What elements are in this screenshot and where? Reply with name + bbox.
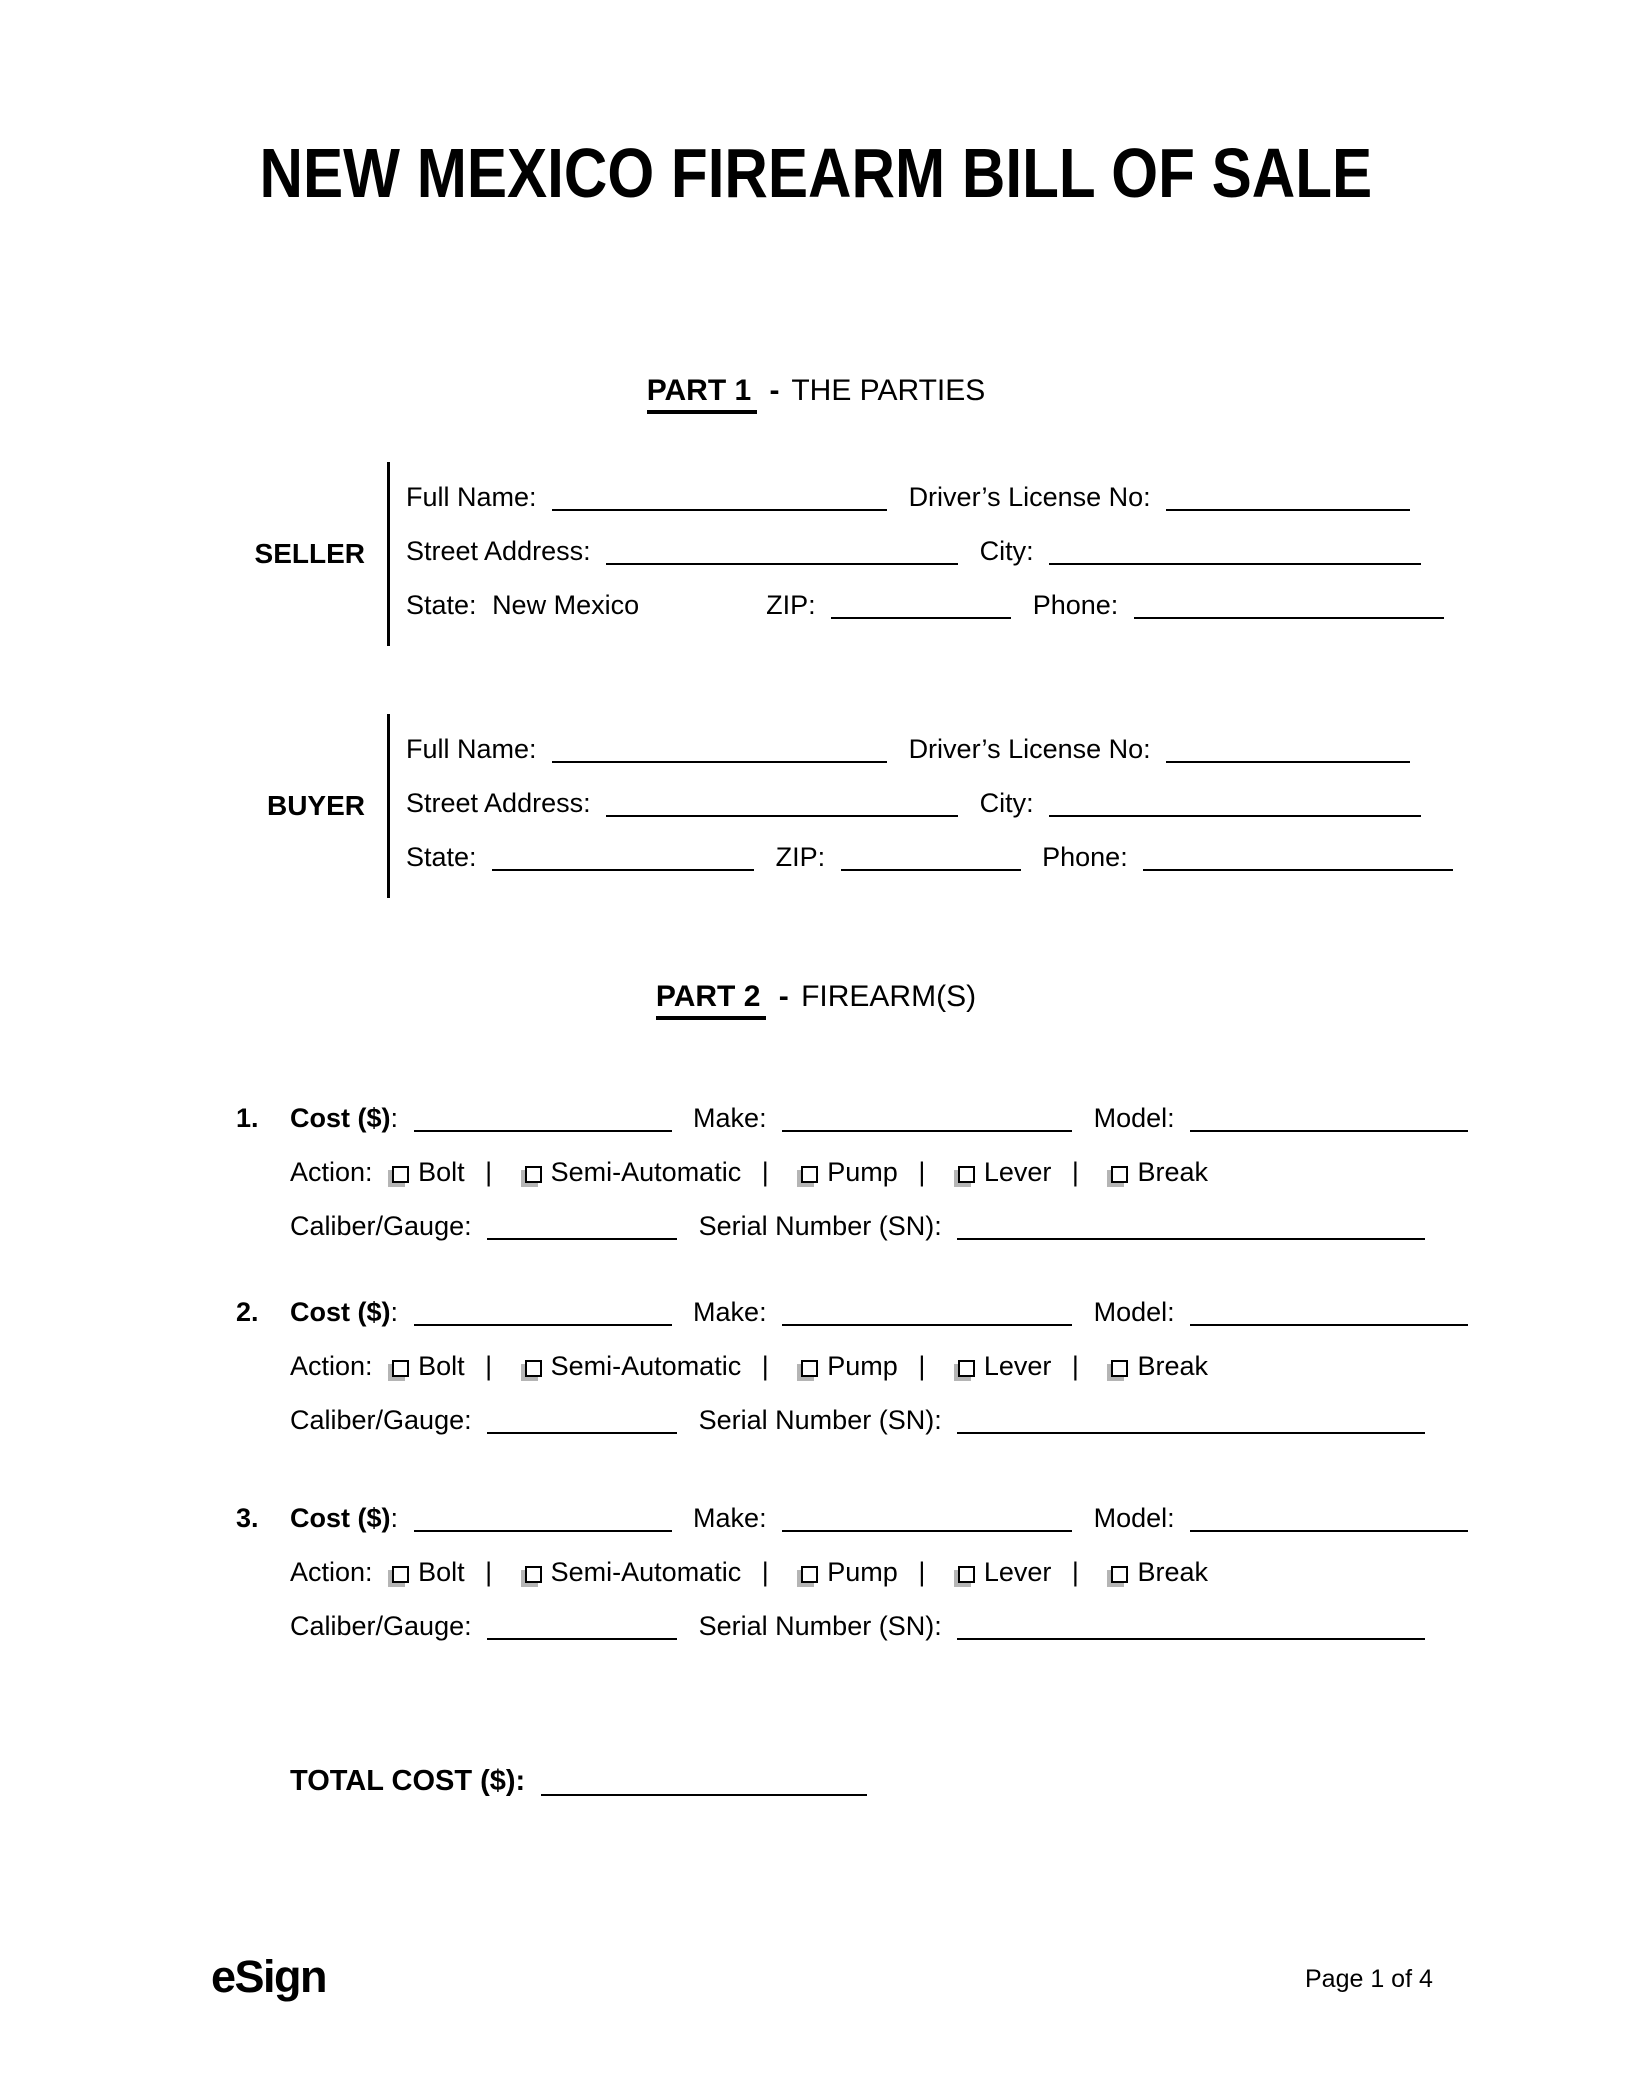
item-1-action-pump-checkbox[interactable] (801, 1166, 818, 1183)
part2-name: FIREARM(S) (801, 980, 977, 1013)
separator-icon: | (761, 1557, 769, 1587)
separator-icon: | (761, 1157, 769, 1187)
item-3-make-input[interactable] (782, 1510, 1072, 1532)
separator-icon: | (761, 1351, 769, 1381)
item-1-action-lever-checkbox[interactable] (958, 1166, 975, 1183)
item-3-action-semi-automatic-checkbox[interactable] (525, 1566, 542, 1583)
item-1-action-bolt-checkbox[interactable] (392, 1166, 409, 1183)
cost-label: Cost ($) (290, 1297, 391, 1327)
action-pump-label: Pump (827, 1157, 898, 1187)
page-title-text: NEW MEXICO FIREARM BILL OF SALE (259, 134, 1373, 212)
item-1-caliber-row (236, 1199, 1468, 1253)
buyer-full-name-label: Full Name: (406, 734, 537, 764)
seller-row-1 (406, 470, 1444, 524)
part2-number: PART 2 (656, 980, 766, 1020)
buyer-street-address-input[interactable] (606, 795, 958, 817)
seller-state-value: New Mexico (492, 590, 640, 620)
separator-icon: | (1071, 1157, 1079, 1187)
buyer-row-1 (406, 722, 1453, 776)
buyer-drivers-license-input[interactable] (1166, 741, 1410, 763)
item-2-cost-row (236, 1285, 1468, 1339)
buyer-drivers-license-label: Driver’s License No: (908, 734, 1151, 764)
item-3-action-break-checkbox[interactable] (1111, 1566, 1128, 1583)
part1-name: THE PARTIES (791, 374, 986, 407)
cost-colon: : (390, 1297, 399, 1327)
item-3-model-input[interactable] (1190, 1510, 1468, 1532)
seller-city-input[interactable] (1049, 543, 1421, 565)
action-lever-label: Lever (983, 1351, 1052, 1381)
buyer-full-name-input[interactable] (552, 741, 887, 763)
part1-heading (0, 374, 1632, 408)
seller-full-name-label: Full Name: (406, 482, 537, 512)
serial-label: Serial Number (SN): (698, 1405, 942, 1435)
item-2-action-semi-automatic-checkbox[interactable] (525, 1360, 542, 1377)
action-semi-automatic-label: Semi-Automatic (550, 1157, 742, 1187)
seller-full-name-input[interactable] (552, 489, 887, 511)
seller-row-2 (406, 524, 1444, 578)
action-label: Action: (290, 1157, 373, 1187)
item-1-caliber-input[interactable] (487, 1218, 677, 1240)
item-1-cost-row (236, 1091, 1468, 1145)
item-3-serial-input[interactable] (957, 1618, 1425, 1640)
action-semi-automatic-label: Semi-Automatic (550, 1557, 742, 1587)
item-2-action-break-checkbox[interactable] (1111, 1360, 1128, 1377)
separator-icon: | (918, 1557, 926, 1587)
make-label: Make: (693, 1503, 767, 1533)
caliber-label: Caliber/Gauge: (290, 1211, 472, 1241)
part1-number: PART 1 (647, 374, 757, 414)
item-3-action-row (236, 1545, 1468, 1599)
total-cost-row (290, 1764, 867, 1798)
cost-colon: : (390, 1103, 399, 1133)
part1-separator: - (769, 374, 780, 407)
item-2-make-input[interactable] (782, 1304, 1072, 1326)
action-break-label: Break (1137, 1157, 1208, 1187)
seller-drivers-license-label: Driver’s License No: (908, 482, 1151, 512)
esign-logo: eSign (211, 1951, 327, 2002)
total-cost-input[interactable] (541, 1774, 867, 1796)
item-2-serial-input[interactable] (957, 1412, 1425, 1434)
item-1-action-break-checkbox[interactable] (1111, 1166, 1128, 1183)
model-label: Model: (1093, 1503, 1175, 1533)
buyer-label: BUYER (266, 790, 365, 821)
seller-fields (387, 462, 1444, 646)
separator-icon: | (1071, 1557, 1079, 1587)
page-number: Page 1 of 4 (1305, 1965, 1433, 1993)
seller-zip-label: ZIP: (766, 590, 816, 620)
serial-label: Serial Number (SN): (698, 1211, 942, 1241)
buyer-zip-label: ZIP: (775, 842, 826, 872)
action-bolt-label: Bolt (418, 1351, 465, 1381)
buyer-street-address-label: Street Address: (406, 788, 591, 818)
seller-phone-label: Phone: (1032, 590, 1119, 620)
buyer-phone-label: Phone: (1042, 842, 1128, 872)
item-3-action-pump-checkbox[interactable] (801, 1566, 818, 1583)
model-label: Model: (1093, 1103, 1175, 1133)
item-1-action-semi-automatic-checkbox[interactable] (525, 1166, 542, 1183)
item-1-number: 1. (236, 1103, 259, 1133)
make-label: Make: (693, 1103, 767, 1133)
action-break-label: Break (1137, 1351, 1208, 1381)
item-3-number: 3. (236, 1503, 259, 1533)
item-3-cost-input[interactable] (414, 1510, 672, 1532)
firearm-item-1 (236, 1091, 1468, 1253)
caliber-label: Caliber/Gauge: (290, 1611, 472, 1641)
item-1-serial-input[interactable] (957, 1218, 1425, 1240)
buyer-row-2 (406, 776, 1453, 830)
item-2-caliber-input[interactable] (487, 1412, 677, 1434)
item-1-model-input[interactable] (1190, 1110, 1468, 1132)
separator-icon: | (485, 1157, 493, 1187)
action-pump-label: Pump (827, 1557, 898, 1587)
separator-icon: | (918, 1157, 926, 1187)
item-3-caliber-input[interactable] (487, 1618, 677, 1640)
action-bolt-label: Bolt (418, 1157, 465, 1187)
action-label: Action: (290, 1557, 373, 1587)
action-bolt-label: Bolt (418, 1557, 465, 1587)
seller-row-3 (406, 578, 1444, 632)
cost-colon: : (390, 1503, 399, 1533)
seller-label: SELLER (254, 538, 365, 569)
seller-city-label: City: (979, 536, 1034, 566)
seller-state-label: State: (406, 590, 477, 620)
item-3-caliber-row (236, 1599, 1468, 1653)
serial-label: Serial Number (SN): (698, 1611, 942, 1641)
buyer-row-3 (406, 830, 1453, 884)
action-pump-label: Pump (827, 1351, 898, 1381)
buyer-city-label: City: (979, 788, 1034, 818)
item-1-make-input[interactable] (782, 1110, 1072, 1132)
buyer-zip-input[interactable] (841, 849, 1021, 871)
item-3-action-lever-checkbox[interactable] (958, 1566, 975, 1583)
separator-icon: | (1071, 1351, 1079, 1381)
buyer-section (253, 714, 1453, 898)
part2-separator: - (778, 980, 789, 1013)
buyer-city-input[interactable] (1049, 795, 1421, 817)
action-lever-label: Lever (983, 1557, 1052, 1587)
seller-phone-input[interactable] (1134, 597, 1444, 619)
item-2-action-row (236, 1339, 1468, 1393)
separator-icon: | (918, 1351, 926, 1381)
seller-street-address-input[interactable] (606, 543, 958, 565)
buyer-state-input[interactable] (492, 849, 754, 871)
firearm-item-2 (236, 1285, 1468, 1447)
action-label: Action: (290, 1351, 373, 1381)
model-label: Model: (1093, 1297, 1175, 1327)
action-lever-label: Lever (983, 1157, 1052, 1187)
buyer-fields (387, 714, 1453, 898)
seller-section (253, 462, 1444, 646)
caliber-label: Caliber/Gauge: (290, 1405, 472, 1435)
part2-heading (0, 980, 1632, 1014)
item-2-action-lever-checkbox[interactable] (958, 1360, 975, 1377)
separator-icon: | (485, 1351, 493, 1381)
buyer-state-label: State: (406, 842, 477, 872)
action-break-label: Break (1137, 1557, 1208, 1587)
item-2-model-input[interactable] (1190, 1304, 1468, 1326)
item-3-cost-row (236, 1491, 1468, 1545)
seller-drivers-license-input[interactable] (1166, 489, 1410, 511)
page-title (0, 134, 1632, 212)
item-2-number: 2. (236, 1297, 259, 1327)
item-2-caliber-row (236, 1393, 1468, 1447)
seller-street-address-label: Street Address: (406, 536, 591, 566)
cost-label: Cost ($) (290, 1103, 391, 1133)
item-2-action-pump-checkbox[interactable] (801, 1360, 818, 1377)
item-2-cost-input[interactable] (414, 1304, 672, 1326)
firearm-item-3 (236, 1491, 1468, 1653)
item-3-action-bolt-checkbox[interactable] (392, 1566, 409, 1583)
buyer-phone-input[interactable] (1143, 849, 1453, 871)
seller-zip-input[interactable] (831, 597, 1011, 619)
action-semi-automatic-label: Semi-Automatic (550, 1351, 742, 1381)
item-2-action-bolt-checkbox[interactable] (392, 1360, 409, 1377)
cost-label: Cost ($) (290, 1503, 391, 1533)
item-1-action-row (236, 1145, 1468, 1199)
make-label: Make: (693, 1297, 767, 1327)
total-cost-label: TOTAL COST ($): (290, 1765, 526, 1797)
separator-icon: | (485, 1557, 493, 1587)
item-1-cost-input[interactable] (414, 1110, 672, 1132)
